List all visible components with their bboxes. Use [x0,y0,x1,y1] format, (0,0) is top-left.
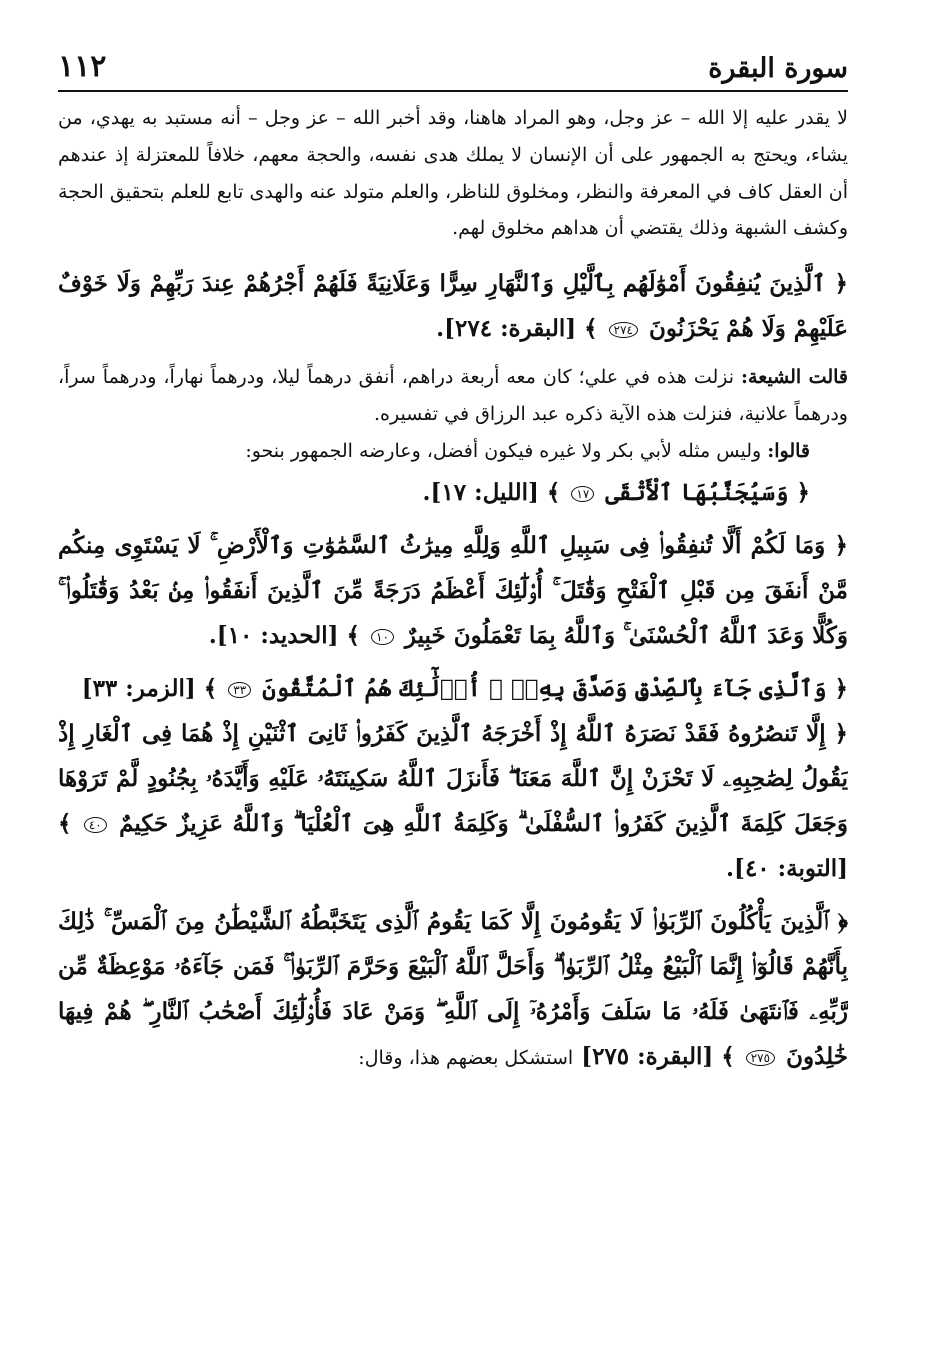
quran-verse-zumar-33 [58,666,848,711]
paragraph-lead: قالت الشيعة: [741,366,848,389]
verse-text: ﴿ إِلَّا تَنصُرُوهُ فَقَدْ نَصَرَهُ ٱللَّهُ إِذْ أَخْرَجَهُ ٱلَّذِينَ كَفَرُوا۟ ثَانِىَ ٱثْنَيْنِ إِذْ هُمَا فِى ٱلْغَارِ إِذْ يَقُولُ لِصَٰحِبِهِۦ لَا تَحْزَنْ إِنَّ ٱللَّهَ مَعَنَا ۖ فَأَنزَلَ ٱللَّهُ سَكِينَتَهُۥ عَلَيْهِ وَأَيَّدَهُۥ بِجُنُودٍ لَّمْ تَرَوْهَا وَجَعَلَ كَلِمَةَ ٱلَّذِينَ كَفَرُوا۟ ٱلسُّفْلَىٰ ۗ وَكَلِمَةُ ٱللَّهِ هِىَ ٱلْعُلْيَا ۗ وَٱللَّهُ عَزِيزٌ حَكِيمٌ [58,719,848,837]
verse-text: ﴿ ٱلَّذِينَ يُنفِقُونَ أَمْوَٰلَهُم بِٱلَّيْلِ وَٱلنَّهَارِ سِرًّا وَعَلَانِيَةً فَلَهُمْ أَجْرُهُمْ عِندَ رَبِّهِمْ وَلَا خَوْفٌ عَلَيْهِمْ وَلَا هُمْ يَحْزَنُونَ [58,270,848,343]
quran-verse-baqarah-274 [58,261,848,351]
verse-reference: ﴾ [الزمر: ٣٣] [81,674,218,702]
paragraph-text: نزلت هذه في علي؛ كان معه أربعة دراهم، أنفق درهماً ليلا، ودرهماً نهاراً، ودرهماً سراً، ودرهماً علانية، فنزلت هذه الآية ذكره عبد الرزاق في تفسيره. [58,366,848,425]
ayah-number-mark: ٢٧٤ [609,322,638,338]
ayah-number-mark: ٣٣ [228,682,251,698]
verse-text: ﴿ وَسَيُجَنَّبُهَا ٱلْأَتْقَى [605,478,810,506]
quran-verse-tawbah-40 [58,711,848,891]
they-said-paragraph [58,433,848,470]
shia-statement-paragraph [58,359,848,433]
verse-reference: ﴾ [البقرة: ٢٧٥] [581,1042,735,1070]
page-body [58,100,848,1320]
paragraph-text: وليس مثله لأبي بكر ولا غيره فيكون أفضل، وعارضه الجمهور بنحو: [245,439,762,462]
commentary-paragraph-1: لا يقدر عليه إلا الله – عز وجل، وهو المراد هاهنا، وقد أخبر الله – عز وجل – أنه مستبد به يهدي، من يشاء، ويحتج به الجمهور على أن الإنسان لا يملك هدى نفسه، والحجة معهم، خلافاً للمعتزلة إذ عندهم أن العقل كاف في المعرفة والنظر، ومخلوق للناظر، والعلم متولد عنه والهدى تابع للعلم بتحقيق الحجة وكشف الشبهة وذلك يقتضي أن هداهم مخلوق لهم. [58,107,848,240]
verse-reference: ﴾ [التوبة: ٤٠]. [58,809,848,882]
quran-verse-layl-17 [58,470,848,515]
ayah-number-mark: ٤٠ [84,817,107,833]
verse-reference: ﴾ [الحديد: ١٠]. [208,621,360,649]
verse-text: ﴿ وَٱلَّذِى جَآءَ بِٱلصِّدْقِ وَصَدَّقَ بِهِۦٓ ۙ أُو۟لَٰٓئِكَ هُمُ ٱلْمُتَّقُونَ [262,674,848,702]
verse-reference: ﴾ [الليل: ١٧]. [422,478,561,506]
ayah-number-mark: ٢٧٥ [746,1050,775,1066]
verse-text: ﴿ ٱلَّذِينَ يَأْكُلُونَ ٱلرِّبَوٰا۟ لَا يَقُومُونَ إِلَّا كَمَا يَقُومُ ٱلَّذِى يَتَخَبَّطُهُ ٱلشَّيْطَٰنُ مِنَ ٱلْمَسِّ ۚ ذَٰلِكَ بِأَنَّهُمْ قَالُوٓا۟ إِنَّمَا ٱلْبَيْعُ مِثْلُ ٱلرِّبَوٰا۟ ۗ وَأَحَلَّ ٱللَّهُ ٱلْبَيْعَ وَحَرَّمَ ٱلرِّبَوٰا۟ ۚ فَمَن جَآءَهُۥ مَوْعِظَةٌ مِّن رَّبِّهِۦ فَٱنتَهَىٰ فَلَهُۥ مَا سَلَفَ وَأَمْرُهُۥٓ إِلَى ٱللَّهِ ۖ وَمَنْ عَادَ فَأُو۟لَٰٓئِكَ أَصْحَٰبُ ٱلنَّارِ ۖ هُمْ فِيهَا خَٰلِدُونَ [58,907,848,1070]
page-number: ١١٢ [58,49,107,84]
paragraph-lead: قالوا: [767,439,810,462]
quran-verse-hadid-10 [58,523,848,658]
surah-title: سورة البقرة [708,53,848,84]
ayah-number-mark: ١٧ [571,486,594,502]
commentary-continuation: استشكل بعضهم هذا، وقال: [358,1046,574,1069]
verse-reference: ﴾ [البقرة: ٢٧٤]. [436,315,598,343]
ayah-number-mark: ١٠ [371,629,394,645]
verse-text: ﴿ وَمَا لَكُمْ أَلَّا تُنفِقُوا۟ فِى سَبِيلِ ٱللَّهِ وَلِلَّهِ مِيرَٰثُ ٱلسَّمَٰوَٰتِ وَٱلْأَرْضِ ۚ لَا يَسْتَوِى مِنكُم مَّنْ أَنفَقَ مِن قَبْلِ ٱلْفَتْحِ وَقَٰتَلَ ۚ أُو۟لَٰٓئِكَ أَعْظَمُ دَرَجَةً مِّنَ ٱلَّذِينَ أَنفَقُوا۟ مِنۢ بَعْدُ وَقَٰتَلُوا۟ ۚ وَكُلًّا وَعَدَ ٱللَّهُ ٱلْحُسْنَىٰ ۚ وَٱللَّهُ بِمَا تَعْمَلُونَ خَبِيرٌ [58,531,848,649]
page-header [58,40,848,92]
quran-verse-baqarah-275 [58,899,848,1079]
